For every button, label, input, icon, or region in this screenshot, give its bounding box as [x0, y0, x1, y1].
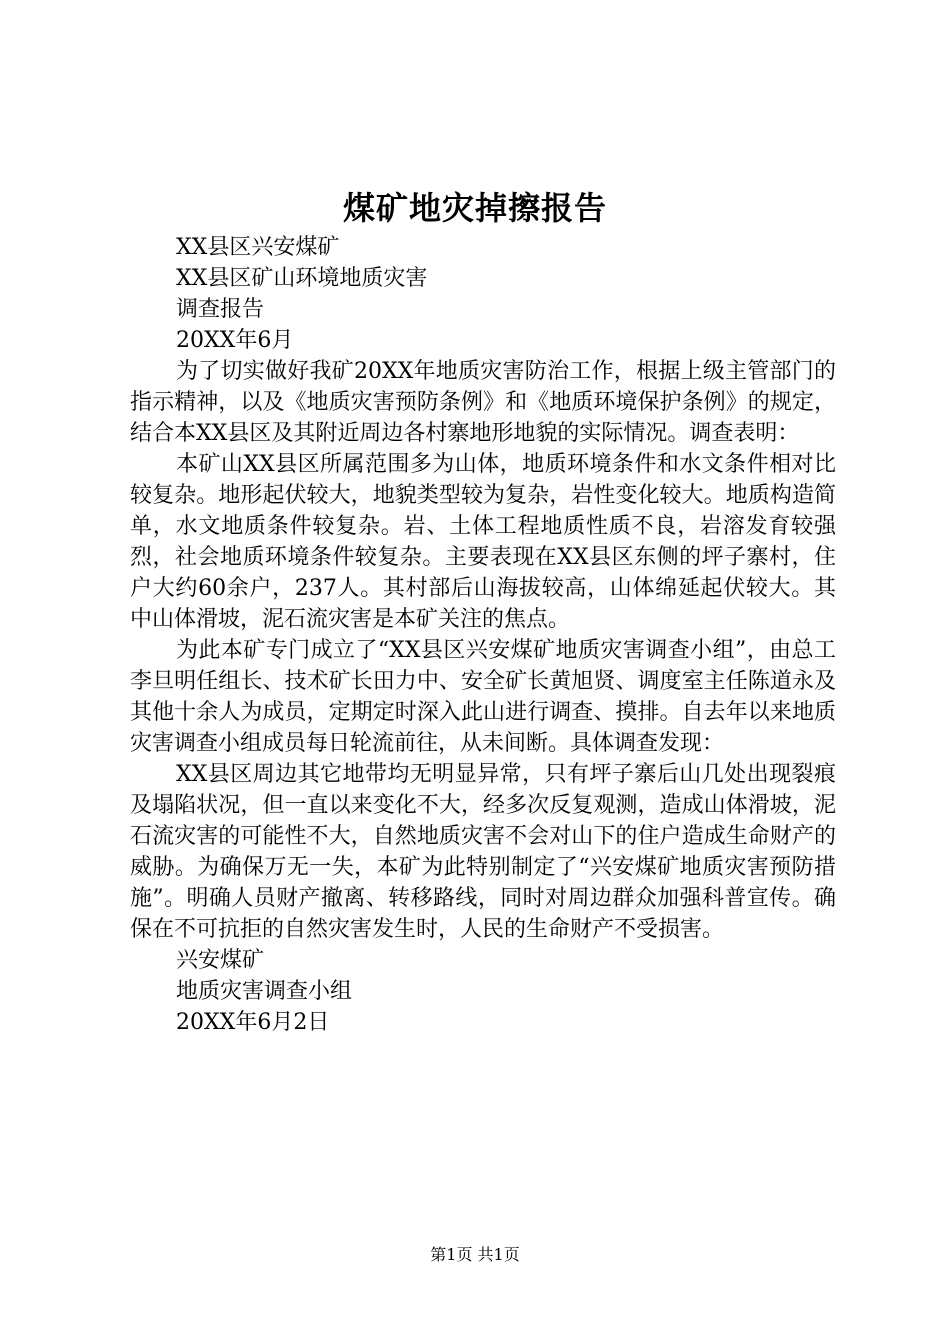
- signature-team: 地质灾害调查小组: [176, 979, 353, 1004]
- signature-mine: 兴安煤矿: [176, 948, 265, 973]
- document-body: [130, 232, 836, 1038]
- document-title: 煤矿地灾掉擦报告: [342, 189, 607, 227]
- paragraph-findings: XX县区周边其它地带均无明显异常，只有坪子寨后山几处出现裂痕及塌陷状况，但一直以来变化不大，经多次反复观测，造成山体滑坡，泥石流灾害的可能性不大，自然地质灾害不会对山下的住户造成生命财产的威胁。为确保万无一失，本矿为此特别制定了“兴安煤矿地质灾害预防措施”。明确人员财产撤离、转移路线，同时对周边群众加强科普宣传。确保在不可抗拒的自然灾害发生时，人民的生命财产不受损害。: [130, 762, 836, 942]
- page-footer: 第1页 共1页: [430, 1245, 520, 1264]
- header-line-report-subject: XX县区矿山环境地质灾害: [176, 266, 428, 291]
- header-line-report-type: 调查报告: [176, 297, 265, 322]
- paragraph-geology: 本矿山XX县区所属范围多为山体，地质环境条件和水文条件相对比较复杂。地形起伏较大，地貌类型较为复杂，岩性变化较大。地质构造简单，水文地质条件较复杂。岩、土体工程地质性质不良，岩溶发育较强烈，社会地质环境条件较复杂。主要表现在XX县区东侧的坪子寨村，住户大约60余户，237人。其村部后山海拔较高，山体绵延起伏较大。其中山体滑坡，泥石流灾害是本矿关注的焦点。: [130, 452, 836, 632]
- header-line-date: 20XX年6月: [176, 328, 294, 353]
- paragraph-survey-team: 为此本矿专门成立了“XX县区兴安煤矿地质灾害调查小组”，由总工李旦明任组长、技术矿长田力中、安全矿长黄旭贤、调度室主任陈道永及其他十余人为成员，定期定时深入此山进行调查、摸排。自去年以来地质灾害调查小组成员每日轮流前往，从未间断。具体调查发现：: [130, 638, 836, 756]
- signature-date: 20XX年6月2日: [176, 1010, 330, 1035]
- header-line-mine-name: XX县区兴安煤矿: [176, 235, 340, 260]
- paragraph-intro: 为了切实做好我矿20XX年地质灾害防治工作，根据上级主管部门的指示精神，以及《地质灾害预防条例》和《地质环境保护条例》的规定，结合本XX县区及其附近周边各村寨地形地貌的实际情况。调查表明：: [130, 359, 836, 446]
